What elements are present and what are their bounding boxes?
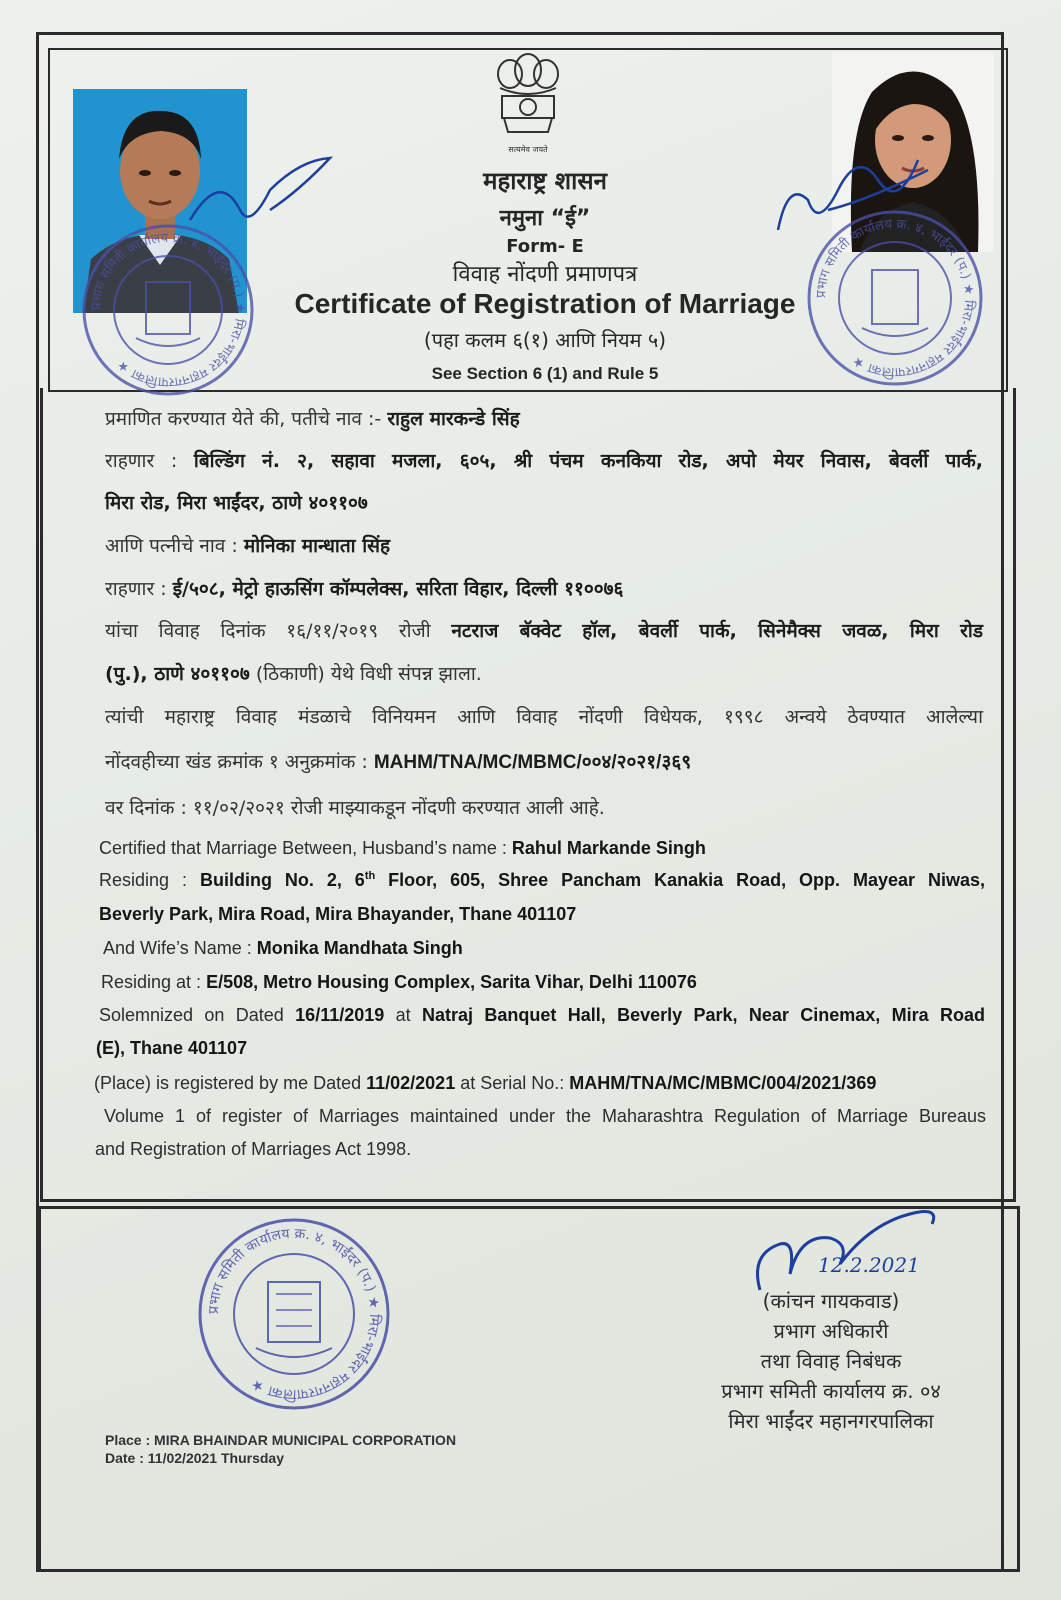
mr-wife-residence: ई/५०८, मेट्रो हाऊसिंग कॉम्पलेक्स, सरिता विहार, दिल्ली ११००७६ bbox=[172, 578, 624, 600]
mr-wife-name: मोनिका मान्धाता सिंह bbox=[243, 535, 391, 557]
mr-marriage-venue: नटराज बॅक्वेट हॉल, बेवर्ली पार्क, सिनेमैक्स जवळ, मिरा रोड bbox=[451, 620, 983, 642]
registrar-office: प्रभाग समिती कार्यालय क्र. ०४ bbox=[721, 1379, 941, 1403]
en-at-serial: at Serial No.: bbox=[455, 1073, 570, 1093]
mr-husband-residence-1: बिल्डिंग नं. २, सहावा मजला, ६०५, श्री पंचम कनकिया रोड, अपो मेयर निवास, बेवर्ली पार्क, bbox=[193, 450, 983, 472]
mr-marriage-suffix: (ठिकाणी) येथे विधी संपन्न झाला. bbox=[249, 663, 482, 685]
section-reference-english: See Section 6 (1) and Rule 5 bbox=[431, 364, 659, 383]
mr-husband-line bbox=[105, 405, 1005, 431]
mr-wife-residence-line bbox=[105, 575, 1005, 601]
en-wife-address: E/508, Metro Housing Complex, Sarita Vihar, Delhi 110076 bbox=[206, 972, 697, 992]
svg-text:प्रभाग समिती कार्यालय क्र. ४, bbox=[89, 231, 248, 389]
en-volume-line-1 bbox=[104, 1106, 986, 1127]
municipal-seal-stamp-left bbox=[78, 220, 258, 400]
registrar-corporation: मिरा भाईंदर महानगरपालिका bbox=[728, 1409, 934, 1433]
date-label: Date : bbox=[105, 1450, 148, 1466]
mr-marriage-line bbox=[105, 617, 983, 643]
en-solemnized-date: 16/11/2019 bbox=[295, 1005, 385, 1025]
mr-act-text: त्यांची महाराष्ट्र विवाह मंडळाचे विनियमन आणि विवाह नोंदणी विधेयक, १९९८ अन्वये ठेवण्यात आलेल्या bbox=[105, 706, 983, 728]
registrar-name: (कांचन गायकवाड) bbox=[762, 1289, 900, 1313]
registrar-designation-2: तथा विवाह निबंधक bbox=[760, 1349, 902, 1373]
mr-act-line bbox=[105, 703, 983, 729]
en-volume-text-1: Volume 1 of register of Marriages maintained under the Maharashtra Regulation of Marriage Bureaus bbox=[104, 1106, 986, 1126]
mr-registered-line bbox=[105, 794, 1005, 820]
mr-wife-prefix: आणि पत्नीचे नाव : bbox=[105, 535, 244, 557]
mr-register-number: MAHM/TNA/MC/MBMC/००४/२०२१/३६९ bbox=[373, 752, 692, 773]
government-title: महाराष्ट्र शासन bbox=[483, 167, 607, 195]
municipal-seal-stamp-bottom bbox=[194, 1214, 394, 1414]
form-label: Form- E bbox=[506, 236, 584, 257]
en-husband-address-1b: Floor, 605, Shree Pancham Kanakia Road, Opp. Mayear Niwas, bbox=[375, 870, 985, 890]
mr-marriage-line-2 bbox=[105, 660, 1005, 686]
en-wife-residing-label: Residing at : bbox=[101, 972, 207, 992]
en-wife-prefix: And Wife’s Name : bbox=[103, 938, 257, 958]
section-reference-marathi: (पहा कलम ६(१) आणि नियम ५) bbox=[423, 328, 667, 352]
date-value: 11/02/2021 Thursday bbox=[147, 1450, 284, 1466]
mr-husband-name: राहुल मारकन्डे सिंह bbox=[387, 408, 520, 430]
en-wife-line bbox=[103, 938, 1003, 959]
en-registered-line bbox=[94, 1073, 994, 1094]
mr-register-line bbox=[105, 748, 1005, 774]
en-husband-name: Rahul Markande Singh bbox=[511, 838, 706, 858]
certificate-title-marathi: विवाह नोंदणी प्रमाणपत्र bbox=[452, 262, 638, 287]
en-volume-line-2 bbox=[95, 1139, 995, 1160]
en-husband-address-line-2 bbox=[99, 904, 999, 925]
place-label: Place : bbox=[105, 1432, 155, 1448]
en-wife-address-line bbox=[101, 972, 1001, 993]
national-emblem-icon bbox=[486, 52, 570, 162]
en-venue-line-2 bbox=[96, 1038, 996, 1059]
place-value: MIRA BHAINDAR MUNICIPAL CORPORATION bbox=[154, 1432, 457, 1448]
en-volume-text-2: and Registration of Marriages Act 1998. bbox=[95, 1139, 412, 1159]
en-registered-date: 11/02/2021 bbox=[366, 1073, 456, 1093]
en-place-prefix: (Place) is registered by me Dated bbox=[94, 1073, 367, 1093]
wife-signature bbox=[768, 140, 938, 250]
en-husband-address-sup: th bbox=[364, 870, 376, 882]
husband-signature bbox=[180, 150, 340, 240]
en-venue-1: Natraj Banquet Hall, Beverly Park, Near Cinemax, Mira Road bbox=[422, 1005, 985, 1025]
form-namuna: नमुना “ई” bbox=[499, 206, 591, 231]
svg-text:प्रभाग समिती कार्यालय क्र. ४, bbox=[206, 1226, 383, 1403]
date-line bbox=[105, 1450, 284, 1466]
mr-marriage-prefix: यांचा विवाह दिनांक १६/११/२०१९ रोजी bbox=[105, 620, 452, 642]
certificate-title-english: Certificate of Registration of Marriage bbox=[294, 288, 796, 319]
mr-registered-text: वर दिनांक : ११/०२/२०२१ रोजी माझ्याकडून नोंदणी करण्यात आली आहे. bbox=[105, 797, 605, 819]
en-husband-address-line bbox=[99, 870, 985, 891]
registrar-signature-date: 12.2.2021 bbox=[818, 1253, 920, 1277]
registrar-block bbox=[686, 1286, 976, 1436]
seal-ring-text-bottom: प्रभाग समिती कार्यालय क्र. ४, भाईंदर (प.) ★ मिरा-भाईंदर महानगरपालिका ★ bbox=[205, 1225, 383, 1403]
en-solemnized-prefix: Solemnized on Dated bbox=[99, 1005, 296, 1025]
en-venue-2: (E), Thane 401107 bbox=[96, 1038, 248, 1058]
mr-husband-residence-line-2 bbox=[105, 489, 1005, 515]
en-wife-name: Monika Mandhata Singh bbox=[256, 938, 463, 958]
registrar-designation-1: प्रभाग अधिकारी bbox=[773, 1319, 889, 1343]
mr-marriage-venue-2: (पु.), ठाणे ४०११०७ bbox=[105, 663, 250, 685]
mr-husband-prefix: प्रमाणित करण्यात येते की, पतीचे नाव :- bbox=[105, 408, 388, 430]
seal-ring-text-right: प्रभाग समिती कार्यालय क्र. ४, भाईंदर (प.) ★ मिरा-भाईंदर महानगरपालिका ★ bbox=[813, 216, 977, 380]
en-husband-line bbox=[99, 838, 999, 859]
seal-ring-text-left: प्रभाग समिती कार्यालय क्र. ४, भाईंदर (प.) ★ मिरा-भाईंदर महानगरपालिका ★ bbox=[88, 230, 248, 390]
mr-husband-residence-line bbox=[105, 447, 983, 473]
mr-husband-residence-2: मिरा रोड, मिरा भाईंदर, ठाणे ४०११०७ bbox=[105, 492, 368, 514]
en-serial-number: MAHM/TNA/MC/MBMC/004/2021/369 bbox=[569, 1073, 877, 1093]
en-husband-address-2: Beverly Park, Mira Road, Mira Bhayander, Thane 401107 bbox=[99, 904, 577, 924]
mr-wife-line bbox=[105, 532, 1005, 558]
en-residing-label: Residing : bbox=[99, 870, 200, 890]
mr-register-prefix: नोंदवहीच्या खंड क्रमांक १ अनुक्रमांक : bbox=[105, 751, 374, 773]
mr-husband-residence-label: राहणार : bbox=[105, 450, 194, 472]
en-husband-address-1a: Building No. 2, 6 bbox=[199, 870, 365, 890]
emblem-motto: सत्यमेव जयते bbox=[508, 145, 548, 154]
mr-wife-residence-label: राहणार : bbox=[105, 578, 173, 600]
en-solemnized-line bbox=[99, 1005, 985, 1026]
en-husband-prefix: Certified that Marriage Between, Husband’s name : bbox=[99, 838, 512, 858]
en-solemnized-at: at bbox=[384, 1005, 422, 1025]
place-line bbox=[105, 1432, 456, 1448]
